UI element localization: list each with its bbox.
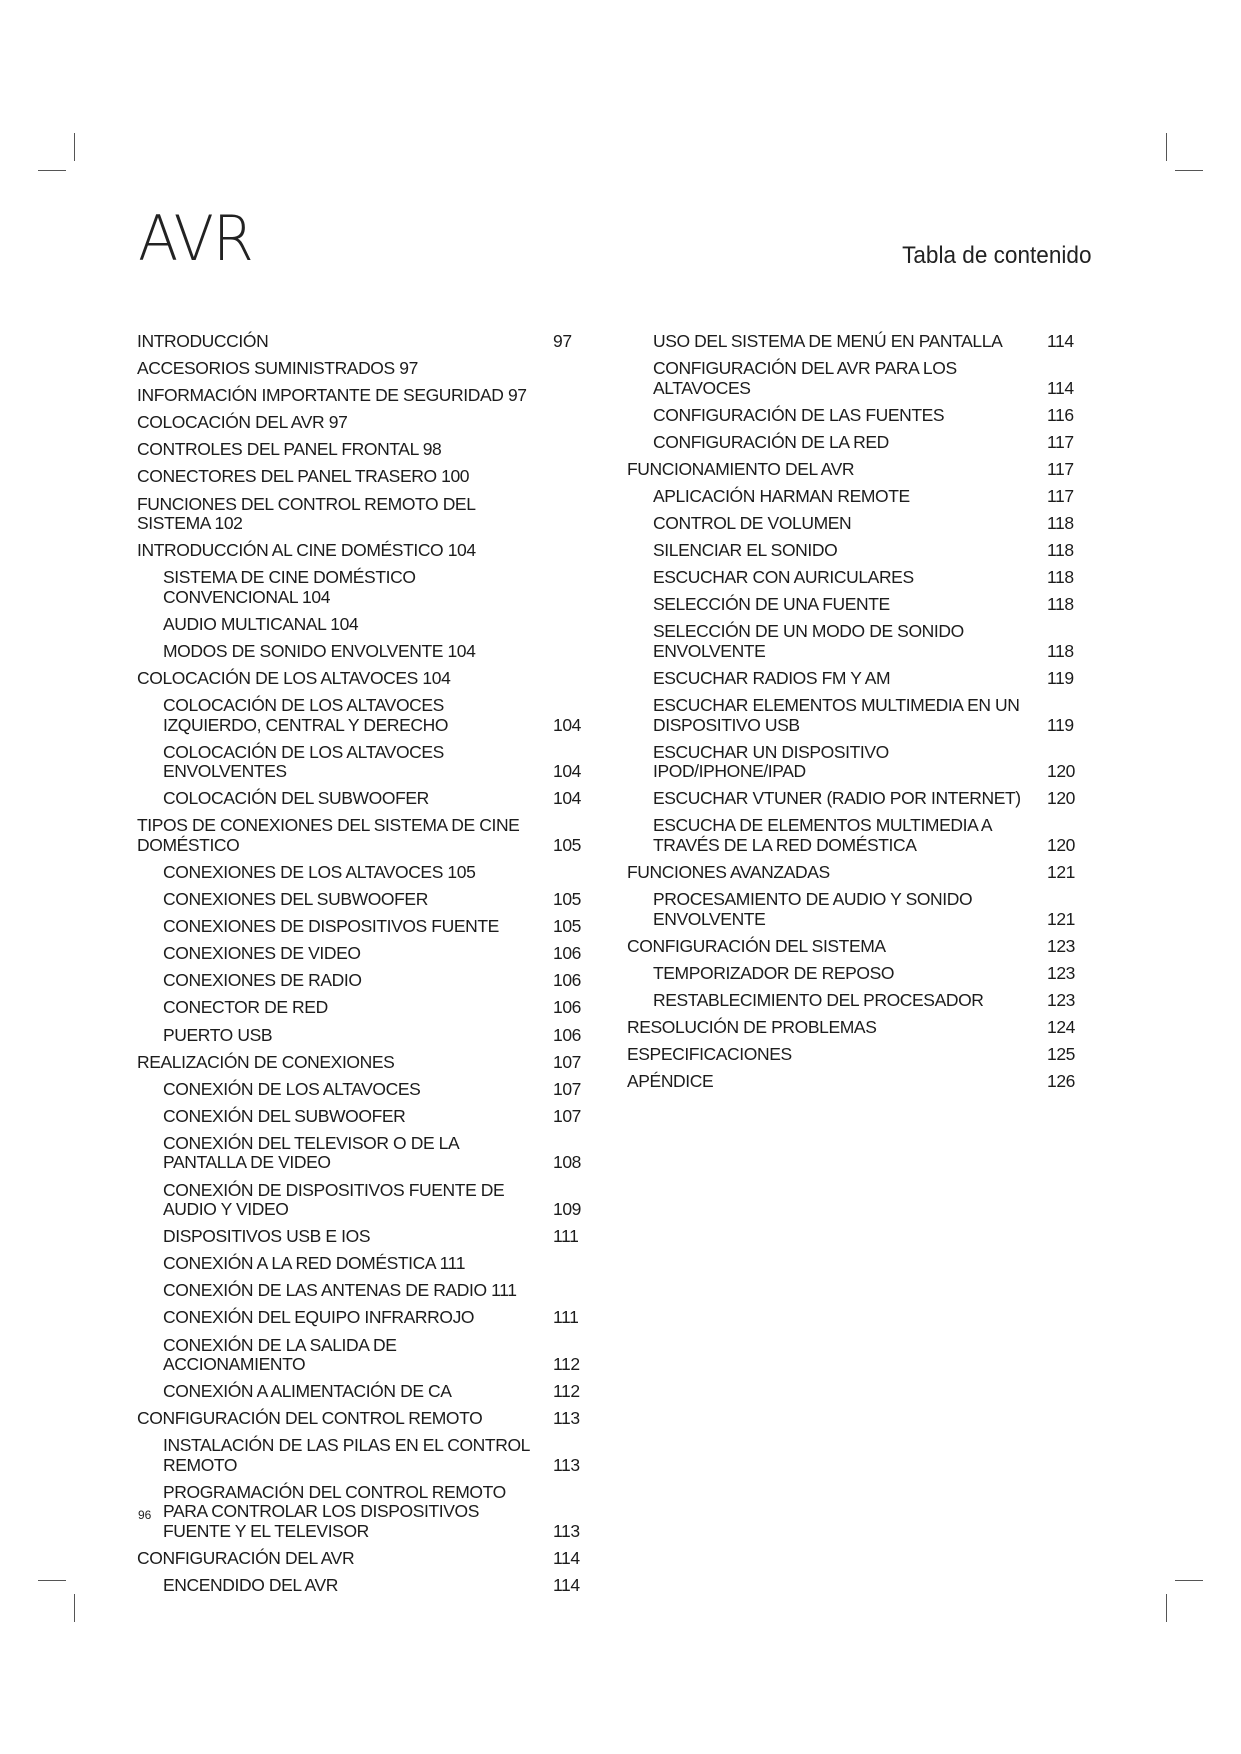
toc-entry-page: 104 [553,788,581,809]
toc-entry-label: CONEXIÓN A ALIMENTACIÓN DE CA [163,1381,452,1402]
toc-entry-page: 121 [1047,908,1075,929]
toc-entry-page: 109 [553,1199,581,1220]
toc-entry[interactable] [137,1227,585,1247]
toc-entry[interactable] [627,964,1079,984]
page-number: 96 [138,1508,152,1522]
toc-entry-page: 106 [553,943,581,964]
toc-entry-page: 97 [553,331,572,351]
toc-entry-page: 126 [1047,1071,1075,1092]
toc-entry-label: SISTEMA DE CINE DOMÉSTICO CONVENCIONAL 104 [163,567,416,607]
toc-entry-label: CONEXIONES DE VIDEO [163,943,361,964]
toc-entry-label: REALIZACIÓN DE CONEXIONES [137,1051,395,1072]
toc-entry-page: 123 [1047,935,1075,956]
toc-entry-page: 107 [553,1078,581,1099]
toc-entry-page: 111 [553,1307,579,1328]
toc-entry-page: 117 [1047,458,1074,479]
toc-entry[interactable] [137,1107,585,1127]
toc-entry[interactable] [137,1549,585,1569]
toc-entry[interactable] [137,440,585,460]
toc-entry-page: 114 [1047,377,1074,398]
toc-entry-label: APLICACIÓN HARMAN REMOTE [653,485,910,506]
toc-entry-label: ESCUCHAR ELEMENTOS MULTIMEDIA EN UN DISPOSITIVO USB [653,695,1020,735]
toc-entry-label: TEMPORIZADOR DE REPOSO [653,962,895,983]
toc-entry-label: FUNCIONES DEL CONTROL REMOTO DEL SISTEMA 102 [137,493,475,534]
toc-entry[interactable] [627,863,1079,883]
toc-entry-page: 104 [553,714,581,735]
toc-entry[interactable] [137,998,585,1018]
toc-entry-label: CONEXIÓN DE DISPOSITIVOS FUENTE DE AUDIO Y VIDEO [163,1179,505,1220]
toc-entry[interactable] [627,541,1079,561]
toc-entry-page: 114 [1047,331,1074,351]
toc-entry-label: COLOCACIÓN DE LOS ALTAVOCES IZQUIERDO, CENTRAL Y DERECHO [163,695,449,735]
toc-entry-label: TIPOS DE CONEXIONES DEL SISTEMA DE CINE DOMÉSTICO [137,815,520,855]
toc-entry-page: 113 [553,1454,580,1475]
toc-entry-label: CONECTORES DEL PANEL TRASERO 100 [137,466,470,487]
toc-entry[interactable] [137,696,585,735]
toc-entry[interactable] [627,487,1079,507]
toc-entry-label: CONEXIONES DEL SUBWOOFER [163,889,428,910]
toc-entry[interactable] [137,332,585,352]
toc-entry-label: CONFIGURACIÓN DEL SISTEMA [627,935,886,956]
toc-entry[interactable] [137,890,585,910]
toc-entry-label: APÉNDICE [627,1071,714,1092]
toc-entry-label: FUNCIONES AVANZADAS [627,862,830,882]
toc-entry[interactable] [627,890,1079,929]
toc-entry-label: CONEXIÓN DE LAS ANTENAS DE RADIO 111 [163,1280,517,1301]
toc-entry-page: 118 [1047,640,1074,661]
toc-entry[interactable] [137,1080,585,1100]
toc-entry-label: CONFIGURACIÓN DEL AVR PARA LOS ALTAVOCES [653,358,957,398]
toc-entry[interactable] [137,944,585,964]
toc-entry-page: 117 [1047,485,1074,506]
toc-entry[interactable] [137,413,585,433]
toc-entry-page: 123 [1047,989,1075,1010]
toc-entry[interactable] [627,789,1079,809]
toc-entry[interactable] [627,359,1079,398]
toc-entry[interactable] [627,743,1079,782]
toc-entry-label: ESCUCHAR VTUNER (RADIO POR INTERNET) [653,788,1021,809]
toc-entry[interactable] [137,386,585,406]
toc-entry-label: INTRODUCCIÓN AL CINE DOMÉSTICO 104 [137,540,476,561]
crop-mark [74,1594,75,1622]
toc-entry-label: ESCUCHA DE ELEMENTOS MULTIMEDIA A TRAVÉS DE LA RED DOMÉSTICA [653,815,992,855]
toc-entry-page: 120 [1047,834,1075,855]
toc-entry[interactable] [137,816,585,855]
toc-entry-page: 111 [553,1226,579,1247]
toc-entry[interactable] [627,937,1079,957]
toc-entry[interactable] [627,433,1079,453]
crop-mark [1166,1594,1167,1622]
toc-entry[interactable] [137,467,585,487]
toc-entry-label: ACCESORIOS SUMINISTRADOS 97 [137,358,418,379]
toc-entry[interactable] [137,789,585,809]
toc-entry-page: 113 [553,1520,580,1541]
toc-entry[interactable] [627,696,1079,735]
toc-entry[interactable] [627,332,1079,352]
toc-entry-label: COLOCACIÓN DE LOS ALTAVOCES 104 [137,668,451,689]
toc-entry-label: CONEXIÓN DEL EQUIPO INFRARROJO [163,1307,475,1328]
toc-entry-label: ESPECIFICACIONES [627,1044,792,1065]
toc-entry[interactable] [137,1336,585,1375]
toc-entry-label: INTRODUCCIÓN [137,331,269,351]
toc-entry-page: 112 [553,1354,580,1374]
toc-entry-label: CONFIGURACIÓN DEL AVR [137,1547,355,1568]
toc-entry[interactable] [137,863,585,883]
toc-entry-page: 114 [553,1575,580,1596]
toc-entry-page: 114 [553,1547,580,1568]
toc-entry-label: ESCUCHAR RADIOS FM Y AM [653,668,891,689]
toc-entry[interactable] [137,971,585,991]
toc-entry-label: PUERTO USB [163,1024,273,1045]
toc-entry-label: INFORMACIÓN IMPORTANTE DE SEGURIDAD 97 [137,385,527,406]
toc-entry[interactable] [137,1382,585,1402]
toc-entry[interactable] [137,1254,585,1274]
toc-entry-label: CONECTOR DE RED [163,997,328,1018]
toc-entry[interactable] [137,495,585,534]
toc-entry-page: 105 [553,889,581,910]
toc-entry-label: AUDIO MULTICANAL 104 [163,613,359,634]
toc-entry-page: 113 [553,1408,580,1429]
toc-entry-label: RESOLUCIÓN DE PROBLEMAS [627,1016,877,1037]
toc-entry-page: 121 [1047,862,1075,882]
toc-entry[interactable] [627,669,1079,689]
toc-entry-page: 116 [1047,404,1074,425]
toc-entry[interactable] [627,1045,1079,1065]
toc-entry-label: CONFIGURACIÓN DEL CONTROL REMOTO [137,1408,483,1429]
toc-entry-label: INSTALACIÓN DE LAS PILAS EN EL CONTROL REMOTO [163,1435,530,1475]
toc-entry-label: CONEXIONES DE RADIO [163,970,362,991]
toc-entry[interactable] [137,917,585,937]
toc-entry[interactable] [627,1018,1079,1038]
avr-logo: AVR [138,202,253,275]
toc-entry-page: 118 [1047,594,1074,615]
toc-entry[interactable] [137,615,585,635]
toc-entry-page: 107 [553,1105,581,1126]
toc-entry-label: MODOS DE SONIDO ENVOLVENTE 104 [163,640,476,661]
toc-entry-page: 124 [1047,1016,1075,1037]
toc-column-right [627,332,1079,1099]
toc-entry-label: CONEXIONES DE LOS ALTAVOCES 105 [163,862,476,882]
toc-entry-page: 117 [1047,431,1074,452]
toc-entry[interactable] [627,622,1079,661]
crop-mark [74,133,75,161]
toc-entry[interactable] [627,406,1079,426]
toc-entry-label: COLOCACIÓN DEL SUBWOOFER [163,788,429,809]
toc-entry[interactable] [627,460,1079,480]
toc-entry[interactable] [137,568,585,607]
toc-entry-label: CONFIGURACIÓN DE LAS FUENTES [653,404,945,425]
toc-entry-page: 118 [1047,513,1074,534]
toc-entry[interactable] [137,1483,585,1542]
toc-entry[interactable] [137,1026,585,1046]
crop-mark [1166,133,1167,161]
toc-entry[interactable] [137,1436,585,1475]
toc-entry-label: CONEXIÓN DEL TELEVISOR O DE LA PANTALLA DE VIDEO [163,1132,459,1173]
toc-entry-page: 119 [1047,668,1074,689]
toc-entry-label: COLOCACIÓN DEL AVR 97 [137,412,348,433]
toc-entry-page: 125 [1047,1044,1075,1065]
toc-entry[interactable] [137,541,585,561]
toc-column-left [137,332,585,1603]
toc-entry[interactable] [627,568,1079,588]
toc-entry-label: COLOCACIÓN DE LOS ALTAVOCES ENVOLVENTES [163,741,444,782]
crop-mark [38,170,66,171]
toc-entry-label: ENCENDIDO DEL AVR [163,1575,339,1596]
toc-entry-label: SELECCIÓN DE UNA FUENTE [653,594,890,615]
toc-entry-label: CONEXIÓN A LA RED DOMÉSTICA 111 [163,1253,466,1274]
toc-entry[interactable] [137,642,585,662]
toc-entry-label: PROCESAMIENTO DE AUDIO Y SONIDO ENVOLVENTE [653,889,973,929]
toc-entry-page: 112 [553,1381,580,1402]
toc-entry-page: 106 [553,997,581,1018]
toc-entry-label: DISPOSITIVOS USB E IOS [163,1226,371,1247]
toc-entry[interactable] [137,1409,585,1429]
toc-entry-label: USO DEL SISTEMA DE MENÚ EN PANTALLA [653,331,1003,351]
toc-entry[interactable] [627,816,1079,855]
toc-entry[interactable] [137,743,585,782]
toc-entry[interactable] [137,669,585,689]
toc-entry[interactable] [627,514,1079,534]
toc-entry-page: 105 [553,916,581,937]
toc-entry-page: 118 [1047,567,1074,588]
section-title: Tabla de contenido [901,242,1091,269]
toc-entry-label: RESTABLECIMIENTO DEL PROCESADOR [653,989,984,1010]
toc-entry-page: 104 [553,761,581,782]
toc-entry-page: 120 [1047,761,1075,782]
toc-entry[interactable] [627,991,1079,1011]
toc-entry[interactable] [137,1134,585,1173]
toc-entry[interactable] [137,1308,585,1328]
toc-entry-label: CONEXIÓN DE LOS ALTAVOCES [163,1078,421,1099]
toc-entry-page: 123 [1047,962,1075,983]
toc-entry[interactable] [137,1181,585,1220]
toc-entry[interactable] [137,1281,585,1301]
toc-entry-page: 106 [553,970,581,991]
toc-entry-page: 107 [553,1051,581,1072]
toc-entry-label: ESCUCHAR CON AURICULARES [653,567,914,588]
toc-entry-label: CONTROL DE VOLUMEN [653,513,852,534]
toc-entry[interactable] [137,1053,585,1073]
toc-entry[interactable] [137,1576,585,1596]
toc-entry-page: 108 [553,1152,581,1173]
toc-entry-label: FUNCIONAMIENTO DEL AVR [627,458,855,479]
toc-entry-label: SILENCIAR EL SONIDO [653,540,838,561]
toc-entry[interactable] [137,359,585,379]
toc-entry-label: CONFIGURACIÓN DE LA RED [653,431,889,452]
toc-entry-label: SELECCIÓN DE UN MODO DE SONIDO ENVOLVENTE [653,621,964,661]
toc-entry-label: CONTROLES DEL PANEL FRONTAL 98 [137,439,442,460]
toc-entry[interactable] [627,595,1079,615]
toc-entry-label: CONEXIÓN DEL SUBWOOFER [163,1105,406,1126]
toc-entry-page: 120 [1047,788,1075,809]
toc-entry-label: CONEXIONES DE DISPOSITIVOS FUENTE [163,916,499,937]
crop-mark [38,1580,66,1581]
toc-entry[interactable] [627,1072,1079,1092]
toc-entry-label: ESCUCHAR UN DISPOSITIVO IPOD/IPHONE/IPAD [653,741,889,782]
crop-mark [1175,170,1203,171]
toc-entry-page: 105 [553,834,581,855]
toc-entry-label: CONEXIÓN DE LA SALIDA DE ACCIONAMIENTO [163,1334,397,1374]
toc-entry-label: PROGRAMACIÓN DEL CONTROL REMOTO PARA CONTROLAR LOS DISPOSITIVOS FUENTE Y EL TELEVISOR [163,1481,506,1541]
toc-entry-page: 119 [1047,714,1074,735]
toc-entry-page: 118 [1047,540,1074,561]
toc-entry-page: 106 [553,1024,581,1045]
crop-mark [1175,1580,1203,1581]
